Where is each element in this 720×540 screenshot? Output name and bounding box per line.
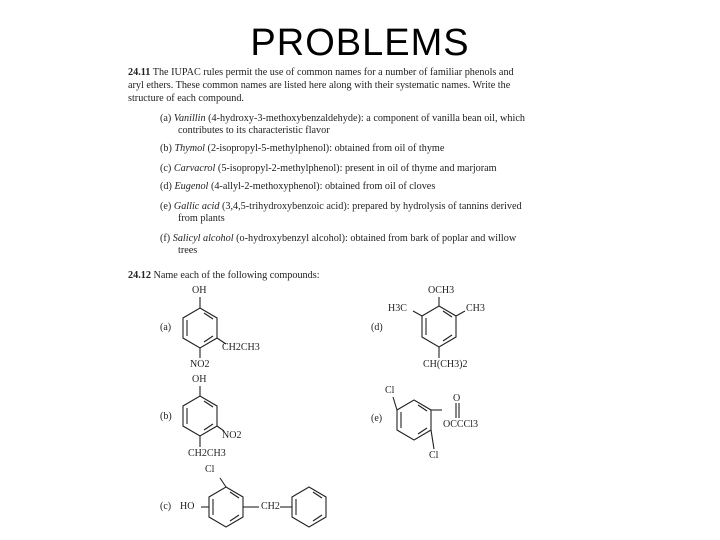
item-text: (2-isopropyl-5-methylphenol): obtained from oil of thyme <box>205 143 445 154</box>
structure-c-label: Cl <box>205 464 215 475</box>
item-text: (4-hydroxy-3-methoxybenzaldehyde): a component of vanilla bean oil, which <box>205 113 525 124</box>
compound-name: Thymol <box>174 143 205 154</box>
structure-e-label: OCCCl3 <box>443 419 479 430</box>
structure-d-label: OCH3 <box>428 285 455 296</box>
structure-d-label: CH(CH3)2 <box>423 359 468 370</box>
compound-name: Carvacrol <box>173 163 216 174</box>
structure-d-label: H3C <box>388 303 407 314</box>
problem-number-24-12: 24.12 <box>128 270 151 281</box>
compound-name: Gallic acid <box>173 201 220 212</box>
structure-a-label: OH <box>192 285 207 296</box>
item-letter: (b) <box>160 143 172 154</box>
structure-c-label: CH2 <box>261 501 280 512</box>
compound-letter-a: (a) <box>160 322 172 333</box>
compound-letter-d: (d) <box>371 322 383 333</box>
item-letter: (a) <box>160 113 172 124</box>
structure-e-label: O <box>453 393 461 404</box>
slide-title: PROBLEMS <box>250 22 470 64</box>
problem-24-11-intro-line-3: structure of each compound. <box>128 93 244 104</box>
item-a-continuation: contributes to its characteristic flavor <box>178 125 330 136</box>
item-e-continuation: from plants <box>178 213 225 224</box>
item-letter: (f) <box>160 233 171 244</box>
compound-letter-c: (c) <box>160 501 172 512</box>
structure-e-label: Cl <box>385 385 395 396</box>
structure-b-label: CH2CH3 <box>188 448 226 459</box>
item-text: (5-isopropyl-2-methylphenol): present in oil of thyme and marjoram <box>215 163 497 174</box>
item-text: (4-allyl-2-methoxyphenol): obtained from oil of cloves <box>208 181 436 192</box>
structure-a-bonds <box>183 297 226 358</box>
problem-24-12-intro: Name each of the following compounds: <box>153 270 320 281</box>
item-letter: (c) <box>160 163 172 174</box>
problem-24-11-intro-line-2: aryl ethers. These common names are listed here along with their systematic names. Write the <box>128 80 511 91</box>
structure-d-label: CH3 <box>466 303 485 314</box>
compound-name: Vanillin <box>173 113 206 124</box>
item-text: (3,4,5-trihydroxybenzoic acid): prepared by hydrolysis of tannins derived <box>219 201 522 212</box>
item-text: (o-hydroxybenzyl alcohol): obtained from bark of poplar and willow <box>233 233 517 244</box>
compound-letter-e: (e) <box>371 413 383 424</box>
structure-b-label: OH <box>192 374 207 385</box>
structure-d-bonds <box>413 297 465 358</box>
item-letter: (d) <box>160 181 172 192</box>
structure-b-label: NO2 <box>222 430 242 441</box>
structure-c-label: HO <box>180 501 195 512</box>
structure-e-label: Cl <box>429 450 439 461</box>
compound-name: Eugenol <box>174 181 209 192</box>
compound-name: Salicyl alcohol <box>172 233 234 244</box>
problem-24-11-intro-line-1: The IUPAC rules permit the use of common names for a number of familiar phenols and <box>152 67 514 78</box>
compound-letter-b: (b) <box>160 411 172 422</box>
structure-b-bonds <box>183 386 224 447</box>
problem-number-24-11: 24.11 <box>128 67 151 78</box>
structure-a-label: NO2 <box>190 359 210 370</box>
structure-a-label: CH2CH3 <box>222 342 260 353</box>
item-f-continuation: trees <box>178 245 198 256</box>
item-letter: (e) <box>160 201 172 212</box>
